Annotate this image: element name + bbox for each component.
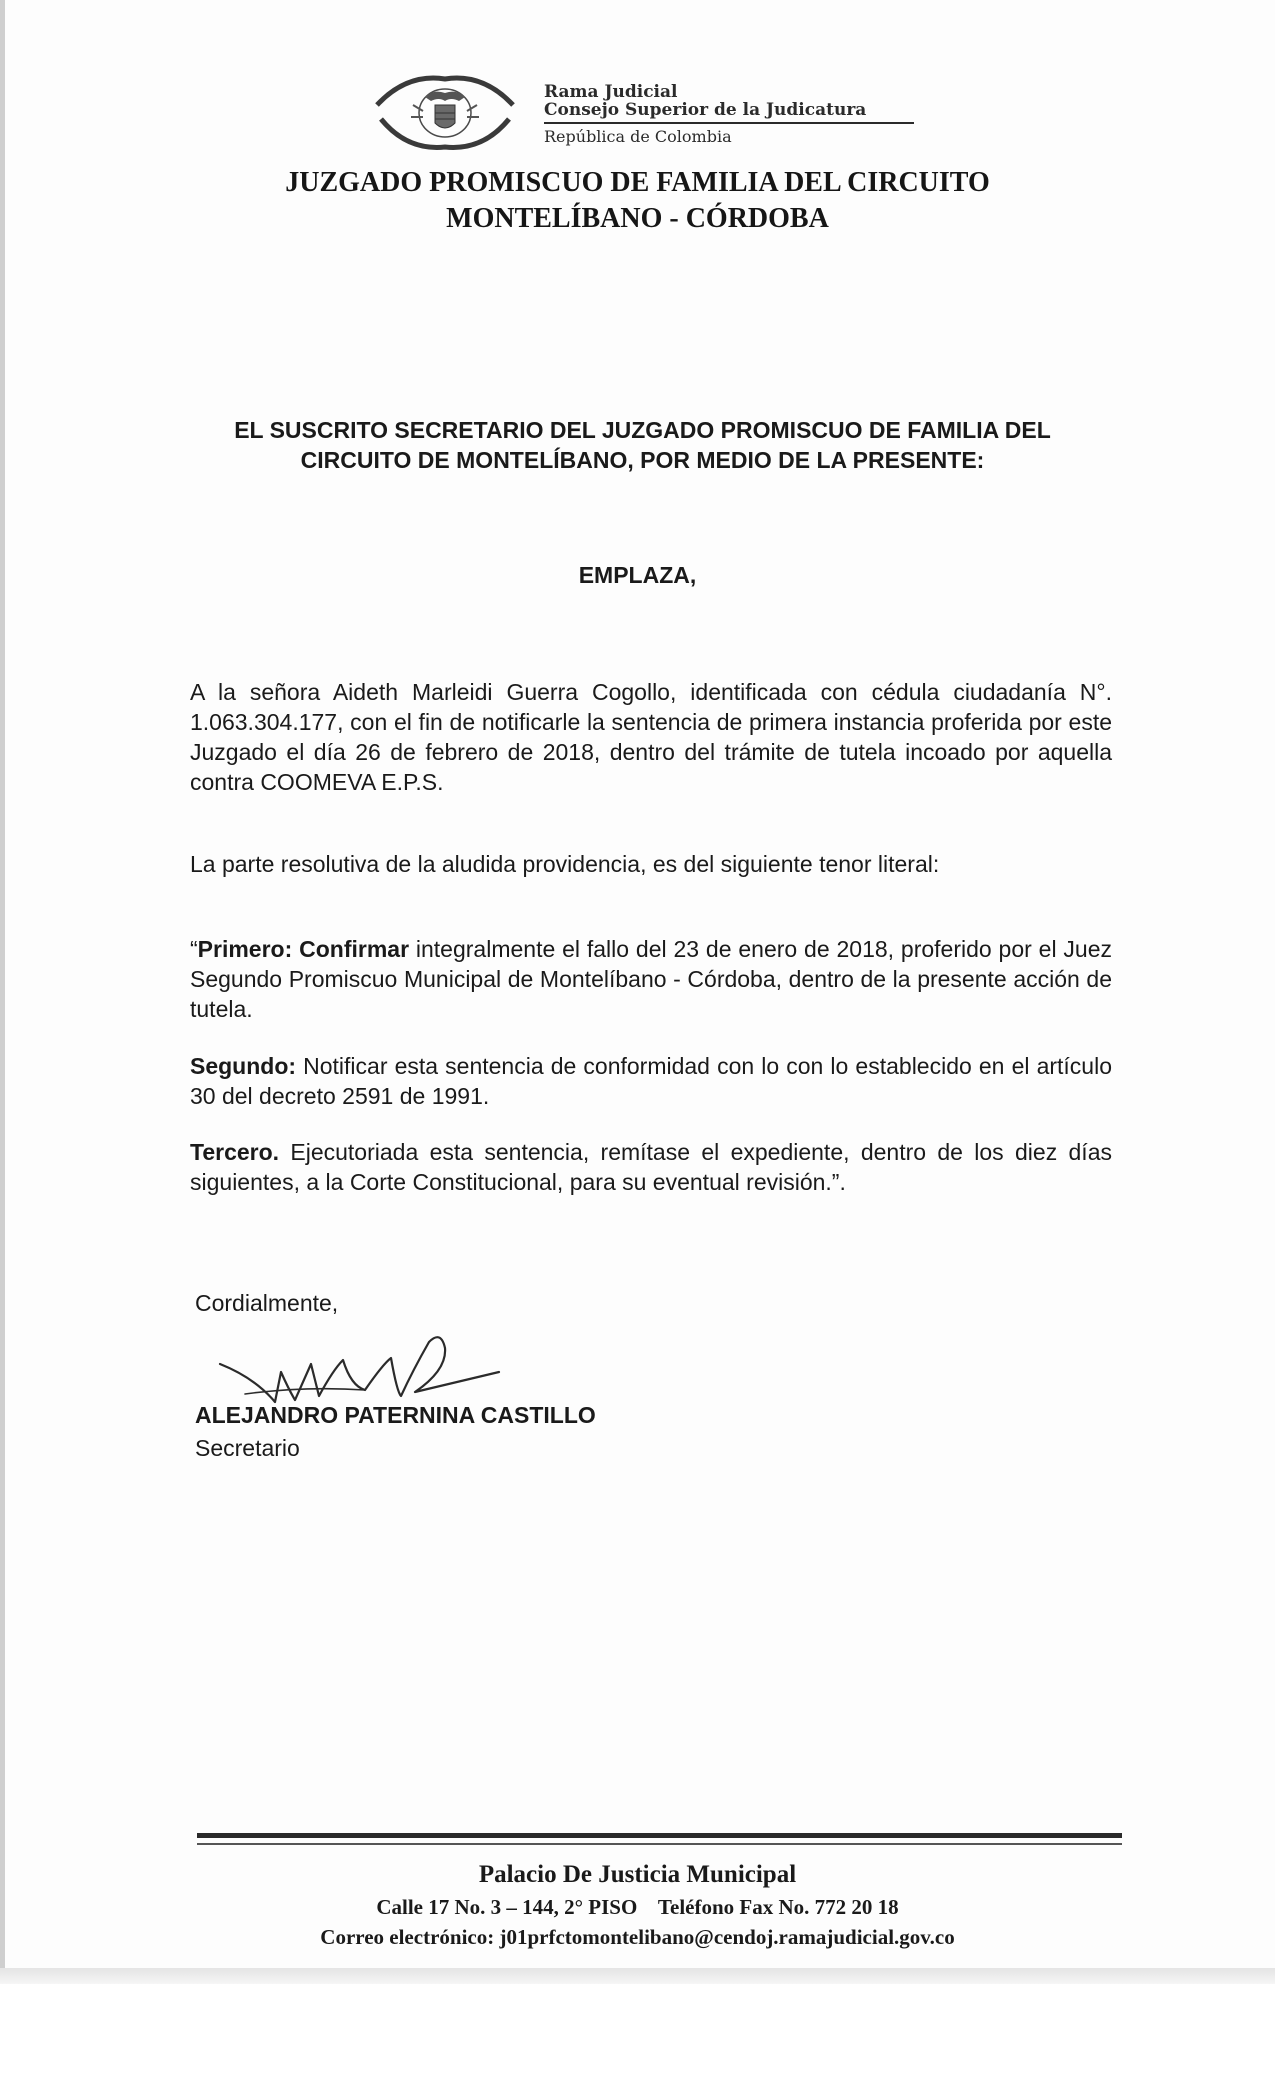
institution-name: Rama Judicial [544, 82, 678, 102]
resolution-third-text: Ejecutoriada esta sentencia, remítase el expediente, dentro de los diez días siguientes, a la Corte Constitucional, para su eventual revisión.”. [190, 1139, 1112, 1195]
footer-building: Palacio De Justicia Municipal [478, 1861, 797, 1888]
court-title-line2: MONTELÍBANO - CÓRDOBA [446, 203, 829, 234]
resolution-third [190, 1137, 1112, 1197]
footer-contact [0, 1858, 1275, 1952]
institution-divider [544, 122, 914, 124]
footer-address: Calle 17 No. 3 – 144, 2° PISO Teléfono Fax No. 772 20 18 [376, 1895, 899, 1919]
scan-edge [0, 0, 5, 1975]
institution-country: República de Colombia [544, 127, 732, 146]
institution-block [544, 83, 914, 146]
footer-divider-thin [197, 1843, 1122, 1845]
document-heading [190, 415, 1095, 475]
heading-line1: EL SUSCRITO SECRETARIO DEL JUZGADO PROMISCUO DE FAMILIA DEL [234, 417, 1051, 443]
signer-name: ALEJANDRO PATERNINA CASTILLO [195, 1402, 596, 1428]
signer-role: Secretario [195, 1435, 300, 1461]
summons-title: EMPLAZA, [578, 562, 697, 588]
resolution-first-label: Primero: Confirmar [197, 936, 410, 962]
scan-bottom-edge [0, 1968, 1275, 1984]
court-title [0, 165, 1275, 237]
heading-line2: CIRCUITO DE MONTELÍBANO, POR MEDIO DE LA PRESENTE: [300, 447, 985, 473]
footer-email: Correo electrónico: j01prfctomontelibano@cendoj.ramajudicial.gov.co [320, 1925, 955, 1949]
resolution-first [190, 934, 1112, 1024]
resolution-second-label: Segundo: [190, 1053, 297, 1079]
institution-council: Consejo Superior de la Judicatura [544, 100, 867, 120]
notification-paragraph: A la señora Aideth Marleidi Guerra Cogollo, identificada con cédula ciudadanía N°. 1.063.304.177, con el fin de notificarle la sentencia de primera instancia proferida por este Juzgado el día 26 de febrero de 2018, dentro del trámite de tutela incoado por aquella contra COOMEVA E.P.S. [190, 679, 1112, 795]
resolution-third-label: Tercero. [190, 1139, 280, 1165]
open-quote: “ [190, 936, 198, 962]
coat-of-arms-logo [367, 75, 523, 151]
footer-divider [197, 1833, 1122, 1838]
closing-salutation: Cordialmente, [195, 1290, 339, 1316]
resolution-second [190, 1051, 1112, 1111]
resolution-intro: La parte resolutiva de la aludida providencia, es del siguiente tenor literal: [190, 851, 940, 877]
resolution-first-text: integralmente el fallo del 23 de enero de 2018, proferido por el Juez Segundo Promiscuo Municipal de Montelíbano - Córdoba, dentro de la presente acción de tutela. [190, 936, 1113, 1022]
court-title-line1: JUZGADO PROMISCUO DE FAMILIA DEL CIRCUITO [285, 167, 990, 198]
resolution-second-text: Notificar esta sentencia de conformidad con lo con lo establecido en el artículo 30 del decreto 2591 de 1991. [190, 1053, 1112, 1109]
